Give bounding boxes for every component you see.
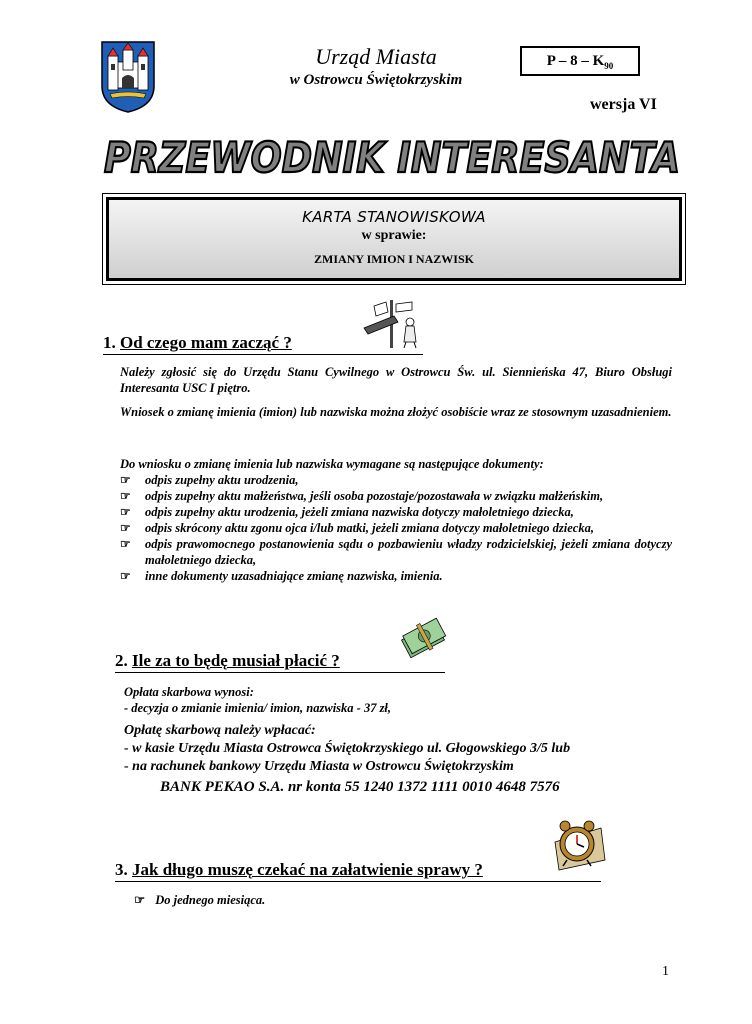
pointing-hand-icon: ☞	[120, 473, 131, 487]
pointing-hand-icon: ☞	[120, 537, 131, 551]
section3-title: Jak długo muszę czekać na załatwienie sprawy ?	[132, 860, 483, 879]
list-item	[120, 568, 672, 584]
list-item-text: odpis zupełny aktu małżeństwa, jeśli osoba pozostaje/pozostawała w związku małżeńskim,	[145, 489, 604, 503]
pointing-hand-icon: ☞	[120, 569, 131, 583]
payment-line-3: - na rachunek bankowy Urzędu Miasta w Ostrowcu Świętokrzyskim	[124, 759, 514, 774]
banner-text: PRZEWODNIK INTERESANTA	[104, 133, 680, 182]
document-code: P – 8 – K	[546, 53, 605, 69]
banner-title	[100, 128, 684, 184]
position-card-inner	[106, 197, 682, 281]
section1-paragraph-1: Należy zgłosić się do Urzędu Stanu Cywilnego w Ostrowcu Św. ul. Siennieńska 47, Biuro Obsługi Interesanta USC I piętro.	[120, 365, 672, 395]
position-card	[102, 193, 686, 285]
pointing-hand-icon: ☞	[120, 489, 131, 503]
documents-list	[120, 472, 672, 584]
list-item-text: odpis skrócony aktu zgonu ojca i/lub matki, jeżeli zmiana dotyczy małoletniego dziecka,	[145, 521, 594, 535]
list-item	[120, 504, 672, 520]
list-item	[120, 520, 672, 536]
section2-title: Ile za to będę musiał płacić ?	[132, 651, 340, 670]
document-code-subscript: 90	[604, 61, 614, 71]
section1-title: Od czego mam zacząć ?	[120, 333, 292, 352]
card-subtitle: w sprawie:	[361, 228, 427, 243]
page-number: 1	[662, 964, 669, 979]
fee-line-2: - decyzja o zmianie imienia/ imion, nazwiska - 37 zł,	[124, 701, 392, 715]
section3-heading	[115, 860, 601, 882]
waiting-time	[134, 892, 265, 908]
section1-paragraph-2: Wniosek o zmianę imienia (imion) lub nazwiska można złożyć osobiście wraz ze stosownym uzasadnieniem.	[120, 405, 672, 419]
pointing-hand-icon: ☞	[134, 893, 146, 907]
document-code-box	[520, 46, 640, 76]
office-title: Urząd Miasta	[315, 44, 437, 69]
pointing-hand-icon: ☞	[120, 505, 131, 519]
section3-number: 3.	[115, 860, 128, 879]
section2-heading	[115, 651, 445, 673]
card-title: KARTA STANOWISKOWA	[302, 208, 486, 226]
payment-line-1: Opłatę skarbową należy wpłacać:	[124, 723, 316, 738]
list-item	[120, 472, 672, 488]
list-item-text: odpis prawomocnego postanowienia sądu o pozbawieniu władzy rodzicielskiej, jeżeli zmiana dotyczy małoletniego dziecka,	[145, 537, 672, 567]
list-item-text: odpis zupełny aktu urodzenia,	[145, 473, 299, 487]
list-item-text: inne dokumenty uzasadniające zmianę nazwiska, imienia.	[145, 569, 443, 583]
payment-line-2: - w kasie Urzędu Miasta Ostrowca Świętokrzyskiego ul. Głogowskiego 3/5 lub	[124, 741, 571, 756]
required-documents	[120, 456, 672, 584]
office-subtitle: w Ostrowcu Świętokrzyskim	[289, 72, 463, 88]
waiting-time-text: Do jednego miesiąca.	[155, 893, 266, 907]
section1-number: 1.	[103, 333, 116, 352]
card-topic: ZMIANY IMION I NAZWISK	[314, 252, 474, 266]
list-item	[120, 536, 672, 568]
payment-info	[124, 722, 664, 776]
fee-line-1: Opłata skarbowa wynosi:	[124, 685, 254, 699]
bank-account: BANK PEKAO S.A. nr konta 55 1240 1372 1111 0010 4648 7576	[160, 779, 560, 795]
list-item-text: odpis zupełny aktu urodzenia, jeżeli zmiana nazwiska dotyczy małoletniego dziecka,	[145, 505, 574, 519]
fee-info	[124, 684, 664, 716]
documents-intro: Do wniosku o zmianę imienia lub nazwiska wymagane są następujące dokumenty:	[120, 457, 544, 471]
section2-number: 2.	[115, 651, 128, 670]
version-label: wersja VI	[590, 96, 657, 113]
section1-heading	[103, 333, 423, 355]
pointing-hand-icon: ☞	[120, 521, 131, 535]
list-item	[120, 488, 672, 504]
